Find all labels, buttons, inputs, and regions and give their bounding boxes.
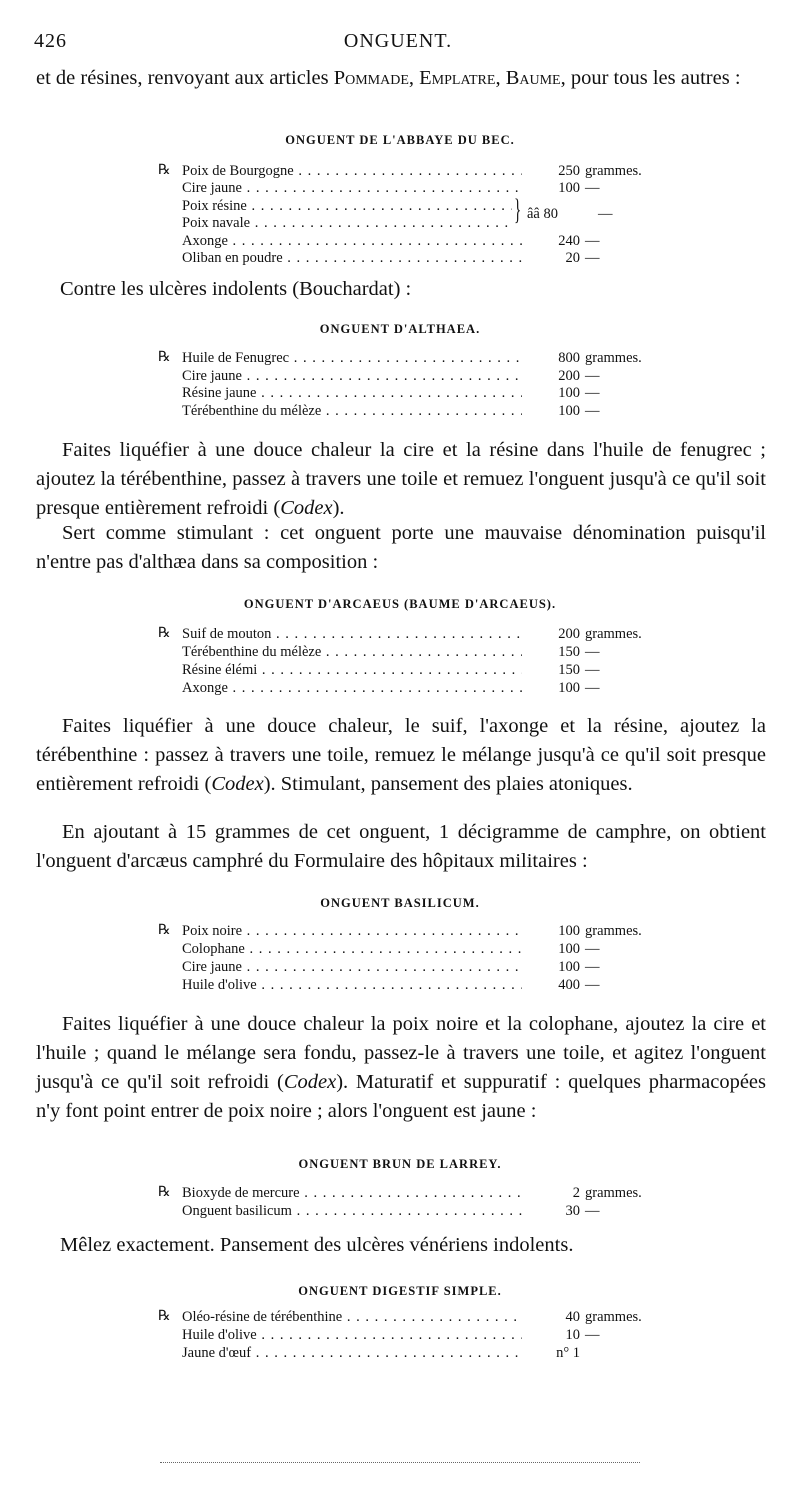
ref-emplatre: Emplatre: [419, 67, 496, 89]
grouped-unit: —: [598, 206, 613, 222]
paragraph: Faites liquéfier à une douce chaleur la poix noire et la colophane, ajoutez la cire et l'huile ; quand le mélange sera fondu, passez-le à travers une toile, et agitez l'onguent jusqu'à ce qu'il soit refroidi (Codex). Maturatif et suppuratif : quelques pharmacopées n'y font point entrer de poix noire ; alors l'onguent est jaune :: [36, 1013, 766, 1122]
paragraph: En ajoutant à 15 grammes de cet onguent, 1 décigramme de camphre, on obtient l'onguent d'arcæus camphré du Formulaire des hôpitaux militaires :: [36, 821, 766, 872]
recipe-title: ONGUENT D'ALTHAEA.: [319, 322, 481, 336]
intro-paragraph: et de résines, renvoyant aux articles Pommade, Emplatre, Baume, pour tous les autres :: [36, 67, 741, 89]
ref-baume: Baume: [505, 67, 561, 89]
recipe-title: ONGUENT BASILICUM.: [320, 896, 480, 910]
footer-rule: [160, 1462, 640, 1464]
ingredient-row: Poix résine . . .: [0, 197, 520, 215]
brace-icon: }: [514, 193, 522, 226]
paragraph: Contre les ulcères indolents (Bouchardat) :: [60, 278, 412, 300]
recipe-symbol-icon: ℞: [158, 1309, 171, 1324]
codex-ref: Codex: [211, 773, 264, 795]
grouped-quantity: ââ 80: [527, 206, 558, 222]
ingredient-row: Poix navale . . .: [0, 214, 520, 232]
recipe-symbol-icon: ℞: [158, 1185, 171, 1200]
paragraph: Faites liquéfier à une douce chaleur la cire et la résine dans l'huile de fenugrec ; ajoutez la térébenthine, passez à travers une toile et remuez l'onguent jusqu'à ce qu'il soit presque entièrement refroidi (Codex).: [36, 439, 766, 519]
paragraph: Sert comme stimulant : cet onguent porte une mauvaise dénomination puisqu'il n'entre pas d'althæa dans sa composition :: [36, 522, 766, 573]
recipe-title: ONGUENT DIGESTIF SIMPLE.: [298, 1284, 502, 1298]
recipe-title: ONGUENT D'ARCAEUS (BAUME D'ARCAEUS).: [243, 597, 557, 611]
paragraph: Mêlez exactement. Pansement des ulcères vénériens indolents.: [60, 1234, 574, 1256]
recipe-symbol-icon: ℞: [158, 626, 171, 641]
recipe-symbol-icon: ℞: [158, 350, 171, 365]
recipe-symbol-icon: ℞: [158, 923, 171, 938]
page-header: [34, 30, 762, 56]
recipe-symbol-icon: ℞: [158, 163, 171, 178]
page-number: 426: [34, 30, 67, 52]
codex-ref: Codex: [280, 497, 333, 519]
ref-pommade: Pommade: [333, 67, 409, 89]
book-page: 426 ONGUENT. et de résines, renvoyant aux articles Pommade, Emplatre, Baume, pour tous les autres : ONGUENT DE L'ABBAYE DU BEC. ℞ Poix de Bourgogne . . . 250 grammes. Cire jaune . . . 100 — Poix résine . . . Poix navale . . . } ââ 80 — Axonge . . . 240 — Oliban en poudre . . . 20 — Contre les ulcères indolents (Bouchardat) : ONGUENT D'ALTHAEA. ℞ Huile de Fenugrec . . . 800 grammes. Cire jaune . . . 200 — Résine jaune . . . 100 — Térébenthine du mélèze . . . 100 — Faites liquéfier à une douce chaleur la cire et la résine dans l'huile de fenugrec ; ajoutez la térébenthine, passez à travers une toile et remuez l'onguent jusqu'à ce qu'il soit presque entièrement refroidi (Codex). Sert comme stimulant : cet onguent porte une mauvaise dénomination puisqu'il n'entre pas d'althæa dans sa composition : ONGUENT D'ARCAEUS (BAUME D'ARCAEUS). ℞ Suif de mouton . . . 200 grammes. Térébenthine du mélèze . . . 150 — Résine élémi . . . 150 — Axonge . . . 100 — Faites liquéfier à une douce chaleur, le suif, l'axonge et la résine, ajoutez la térébenthine : passez à travers une toile, remuez le mélange jusqu'à ce qu'il soit presque entièrement refroidi (Codex). Stimulant, pansement des plaies atoniques. En ajoutant à 15 grammes de cet onguent, 1 décigramme de camphre, on obtient l'onguent d'arcæus camphré du Formulaire des hôpitaux militaires : ONGUENT BASILICUM. ℞ Poix noire . . . 100 grammes. Colophane . . . 100 — Cire jaune . . . 100 — Huile d'olive . . . 400 — Faites liquéfier à une douce chaleur la poix noire et la colophane, ajoutez la cire et l'huile ; quand le mélange sera fondu, passez-le à travers une toile, et agitez l'onguent jusqu'à ce qu'il soit refroidi (Codex). Maturatif et suppuratif : quelques pharmacopées n'y font point entrer de poix noire ; alors l'onguent est jaune : ONGUENT BRUN DE LARREY. ℞ Bioxyde de mercure . . . 2 grammes. Onguent basilicum . . . 30 — Mêlez exactement. Pansement des ulcères vénériens indolents. ONGUENT DIGESTIF SIMPLE. ℞ Oléo-résine de térébenthine . . . 40 grammes. Huile d'olive . . . 10 — Jaune d'œuf . . . n° 1: [0, 0, 800, 1500]
recipe-title: ONGUENT BRUN DE LARREY.: [298, 1157, 502, 1171]
recipe-title: ONGUENT DE L'ABBAYE DU BEC.: [285, 133, 515, 147]
running-title: ONGUENT.: [343, 30, 453, 52]
paragraph: Faites liquéfier à une douce chaleur, le suif, l'axonge et la résine, ajoutez la térébenthine : passez à travers une toile, remuez le mélange jusqu'à ce qu'il soit presque entièrement refroidi (Codex). Stimulant, pansement des plaies atoniques.: [36, 715, 766, 795]
codex-ref: Codex: [283, 1071, 337, 1093]
